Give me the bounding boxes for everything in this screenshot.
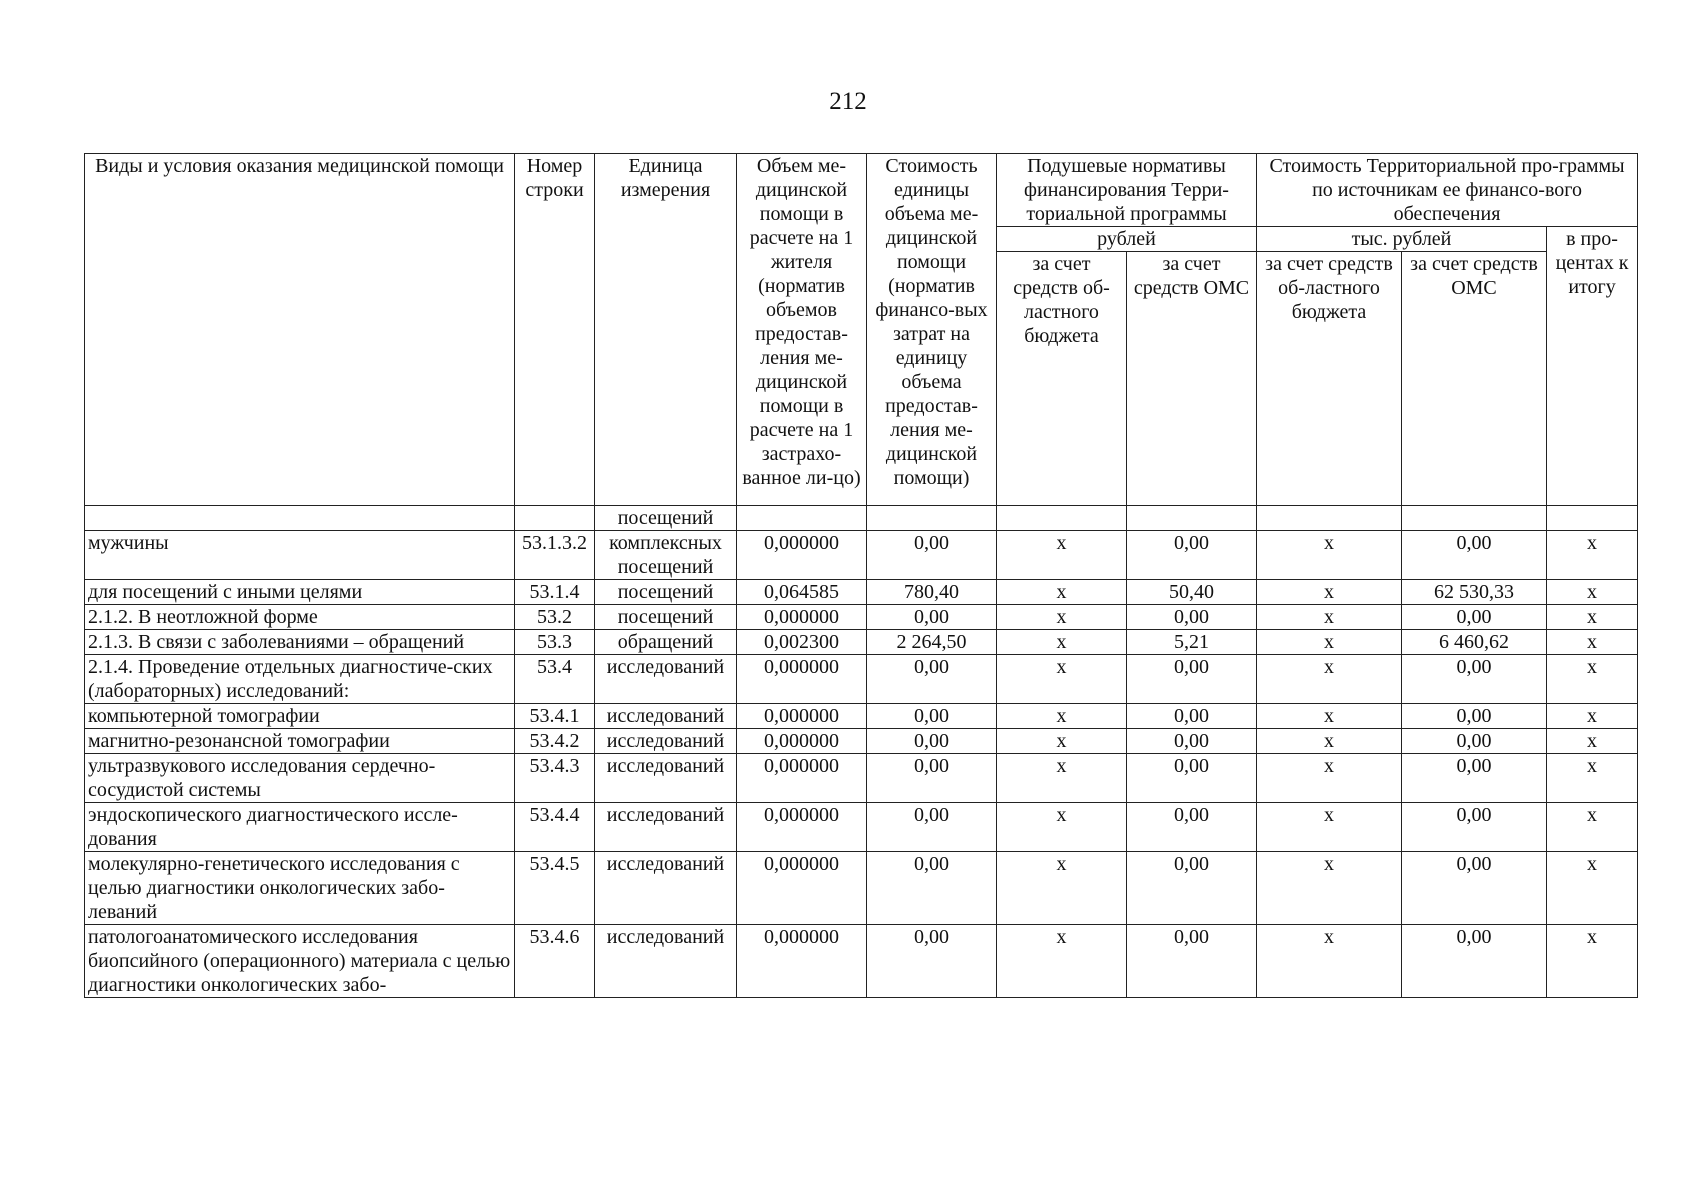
row-name: мужчины	[85, 531, 515, 580]
row-cost: 0,00	[867, 803, 997, 852]
row-volume: 0,000000	[737, 605, 867, 630]
header-volume: Объем ме-дицинской помощи в расчете на 1 жителя (норматив объемов предостав-ления ме-дицинской помощи в расчете на 1 застрахо-ванное ли-цо)	[737, 154, 867, 506]
row-prog-regional: х	[1257, 655, 1402, 704]
row-unit: исследований	[595, 704, 737, 729]
row-percent: х	[1547, 729, 1638, 754]
row-norm-regional: х	[997, 803, 1127, 852]
row-unit: исследований	[595, 852, 737, 925]
row-number: 53.3	[515, 630, 595, 655]
row-unit: исследований	[595, 925, 737, 998]
header-group-norms: Подушевые нормативы финансирования Терри-ториальной программы	[997, 154, 1257, 227]
row-cost: 780,40	[867, 580, 997, 605]
header-prog-oms: за счет средств ОМС	[1402, 252, 1547, 506]
row-unit: исследований	[595, 655, 737, 704]
row-unit: посещений	[595, 580, 737, 605]
row-volume: 0,000000	[737, 852, 867, 925]
row-number: 53.4.3	[515, 754, 595, 803]
row-volume: 0,000000	[737, 531, 867, 580]
header-cost: Стоимость единицы объема ме-дицинской помощи (норматив финансо-вых затрат на единицу объема предостав-ления ме-дицинской помощи)	[867, 154, 997, 506]
row-norm-regional: х	[997, 852, 1127, 925]
row-prog-regional: х	[1257, 531, 1402, 580]
row-number: 53.4	[515, 655, 595, 704]
row-norm-oms: 0,00	[1127, 925, 1257, 998]
row-volume: 0,000000	[737, 704, 867, 729]
table-row	[85, 704, 1638, 729]
row-number: 53.4.6	[515, 925, 595, 998]
row-prog-oms: 0,00	[1402, 803, 1547, 852]
header-unit: Единица измерения	[595, 154, 737, 506]
row-norm-regional: х	[997, 630, 1127, 655]
row-norm-oms: 0,00	[1127, 531, 1257, 580]
row-prog-oms: 0,00	[1402, 729, 1547, 754]
row-percent: х	[1547, 655, 1638, 704]
row-norm-regional: х	[997, 754, 1127, 803]
header-group-cost: Стоимость Территориальной про-граммы по источникам ее финансо-вого обеспечения	[1257, 154, 1638, 227]
row-cost: 0,00	[867, 655, 997, 704]
row-norm-oms: 0,00	[1127, 754, 1257, 803]
row-number: 53.4.5	[515, 852, 595, 925]
table-row	[85, 655, 1638, 704]
header-cost-unit: тыс. рублей	[1257, 227, 1547, 252]
row-norm-oms: 0,00	[1127, 729, 1257, 754]
row-number: 53.4.1	[515, 704, 595, 729]
row-unit: исследований	[595, 803, 737, 852]
row-name: 2.1.4. Проведение отдельных диагностиче-ских (лабораторных) исследований:	[85, 655, 515, 704]
row-volume: 0,000000	[737, 729, 867, 754]
row-prog-regional: х	[1257, 925, 1402, 998]
row-norm-oms: 0,00	[1127, 803, 1257, 852]
table-row	[85, 803, 1638, 852]
row-prog-oms: 0,00	[1402, 655, 1547, 704]
row-prog-oms: 0,00	[1402, 704, 1547, 729]
row-prog-regional: х	[1257, 704, 1402, 729]
header-norms-unit: рублей	[997, 227, 1257, 252]
row-prog-regional: х	[1257, 580, 1402, 605]
row-name: для посещений с иными целями	[85, 580, 515, 605]
row-unit: исследований	[595, 754, 737, 803]
header-norm-oms: за счет средств ОМС	[1127, 252, 1257, 506]
row-percent: х	[1547, 605, 1638, 630]
row-prog-regional: х	[1257, 754, 1402, 803]
table-row	[85, 925, 1638, 998]
row-percent: х	[1547, 754, 1638, 803]
row-prog-regional: х	[1257, 605, 1402, 630]
row-volume: 0,064585	[737, 580, 867, 605]
row-volume: 0,000000	[737, 754, 867, 803]
header-row-1	[85, 154, 1638, 227]
row-volume: 0,002300	[737, 630, 867, 655]
header-prog-regional: за счет средств об-ластного бюджета	[1257, 252, 1402, 506]
row-volume: 0,000000	[737, 925, 867, 998]
row-prog-oms: 62 530,33	[1402, 580, 1547, 605]
row-norm-regional: х	[997, 531, 1127, 580]
row-volume: 0,000000	[737, 655, 867, 704]
financing-table	[84, 153, 1638, 998]
row-cost: 0,00	[867, 925, 997, 998]
row-prog-oms: 6 460,62	[1402, 630, 1547, 655]
row-number: 53.2	[515, 605, 595, 630]
row-cost: 0,00	[867, 852, 997, 925]
row-norm-regional: х	[997, 729, 1127, 754]
row-number: 53.4.4	[515, 803, 595, 852]
table-row	[85, 852, 1638, 925]
row-name: 2.1.2. В неотложной форме	[85, 605, 515, 630]
header-percent: в про-центах к итогу	[1547, 227, 1638, 506]
row-norm-regional: х	[997, 655, 1127, 704]
row-prog-regional: х	[1257, 729, 1402, 754]
table-row	[85, 630, 1638, 655]
row-cost: 2 264,50	[867, 630, 997, 655]
table-row	[85, 531, 1638, 580]
row-norm-regional: х	[997, 925, 1127, 998]
row-name: ультразвукового исследования сердечно-сосудистой системы	[85, 754, 515, 803]
row-cost: 0,00	[867, 704, 997, 729]
row-unit: исследований	[595, 729, 737, 754]
row-norm-oms: 0,00	[1127, 655, 1257, 704]
row-prog-regional: х	[1257, 630, 1402, 655]
row-number: 53.1.4	[515, 580, 595, 605]
row-norm-oms: 0,00	[1127, 704, 1257, 729]
row-norm-oms: 5,21	[1127, 630, 1257, 655]
row-norm-oms: 50,40	[1127, 580, 1257, 605]
row-unit: комплексных посещений	[595, 531, 737, 580]
table-row	[85, 754, 1638, 803]
row-norm-regional: х	[997, 580, 1127, 605]
row-number: 53.1.3.2	[515, 531, 595, 580]
row-name: молекулярно-генетического исследования с целью диагностики онкологических забо-леваний	[85, 852, 515, 925]
row-volume: 0,000000	[737, 803, 867, 852]
continuation-unit: посещений	[595, 506, 737, 531]
row-percent: х	[1547, 630, 1638, 655]
row-name: эндоскопического диагностического иссле-дования	[85, 803, 515, 852]
row-number: 53.4.2	[515, 729, 595, 754]
continuation-row	[85, 506, 1638, 531]
row-name: компьютерной томографии	[85, 704, 515, 729]
row-prog-regional: х	[1257, 803, 1402, 852]
table-row	[85, 580, 1638, 605]
header-norm-regional: за счет средств об-ластного бюджета	[997, 252, 1127, 506]
table-row	[85, 605, 1638, 630]
row-norm-regional: х	[997, 605, 1127, 630]
page-number: 212	[829, 88, 867, 115]
row-prog-oms: 0,00	[1402, 531, 1547, 580]
row-prog-oms: 0,00	[1402, 605, 1547, 630]
row-norm-regional: х	[997, 704, 1127, 729]
row-name: 2.1.3. В связи с заболеваниями – обращений	[85, 630, 515, 655]
row-unit: посещений	[595, 605, 737, 630]
row-prog-oms: 0,00	[1402, 852, 1547, 925]
row-prog-oms: 0,00	[1402, 925, 1547, 998]
row-percent: х	[1547, 704, 1638, 729]
row-cost: 0,00	[867, 754, 997, 803]
header-row-number: Номер строки	[515, 154, 595, 506]
row-norm-oms: 0,00	[1127, 852, 1257, 925]
row-name: магнитно-резонансной томографии	[85, 729, 515, 754]
row-percent: х	[1547, 803, 1638, 852]
row-cost: 0,00	[867, 605, 997, 630]
row-percent: х	[1547, 531, 1638, 580]
row-percent: х	[1547, 852, 1638, 925]
row-unit: обращений	[595, 630, 737, 655]
row-percent: х	[1547, 925, 1638, 998]
header-type: Виды и условия оказания медицинской помощи	[85, 154, 515, 506]
row-prog-regional: х	[1257, 852, 1402, 925]
row-prog-oms: 0,00	[1402, 754, 1547, 803]
row-name: патологоанатомического исследования биопсийного (операционного) материала с целью диагностики онкологических забо-	[85, 925, 515, 998]
row-norm-oms: 0,00	[1127, 605, 1257, 630]
row-cost: 0,00	[867, 531, 997, 580]
table-row	[85, 729, 1638, 754]
row-cost: 0,00	[867, 729, 997, 754]
row-percent: х	[1547, 580, 1638, 605]
